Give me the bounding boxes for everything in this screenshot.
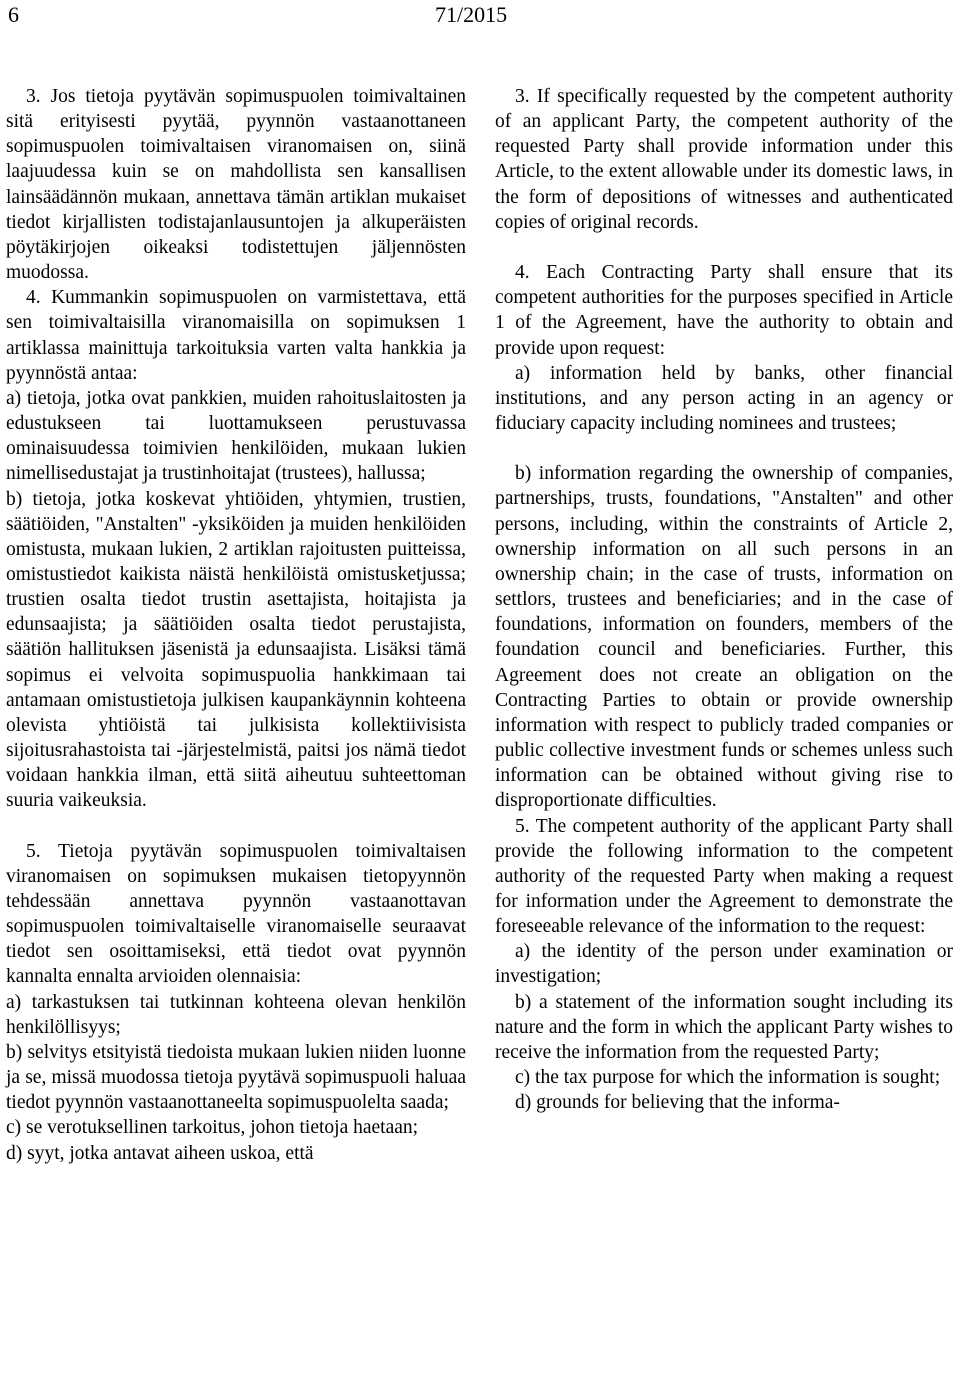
- en-item-4b: b) information regarding the ownership of companies, partnerships, trusts, foundations, "Anstalten" and other persons, including, within the constraints of Article 2, ownership information on all such persons in an ownership chain; in the case of trusts, information on settlors, trustees and beneficiaries; and in the case of foundations, information on founders, members of the foundation council and beneficiaries. Further, this Agreement does not create an obligation on the Contracting Parties to obtain or provide ownership information with respect to publicly traded companies or public collective investment funds or schemes unless such information can be obtained without giving rise to disproportionate difficulties.: [495, 463, 953, 812]
- en-item-5a: a) the identity of the person under examination or investigation;: [495, 941, 953, 988]
- fi-item-5c: c) se verotuksellinen tarkoitus, johon tietoja haetaan;: [6, 1117, 419, 1139]
- fi-item-4b: b) tietoja, jotka koskevat yhtiöiden, yhtymien, trustien, säätiöiden, "Anstalten" -yksiköiden ja muiden henkilöiden omistusta, mukaan lukien, 2 artiklan rajoitusten puitteissa, omistustiedot kaikista näistä henkilöistä omistusketjussa; trustien osalta tiedot trustin asettajista, hoitajista ja edunsaajista; ja säätiöiden osalta tiedot perustajista, säätiön hallituksen jäsenistä ja edunsaajista. Lisäksi tämä sopimus ei velvoita sopimuspuolia hankkimaan tai antamaan omistustietoja julkisen kaupankäynnin kohteena olevista yhtiöistä tai julkisista kollektiivisista sijoitusrahastoista tai -järjestelmistä, paitsi jos nämä tiedot voidaan hankkia ilman, että siitä aiheutuu suhteettoman suuria vaikeuksia.: [6, 488, 466, 812]
- issue-number: 71/2015: [435, 2, 508, 27]
- en-paragraph-3: 3. If specifically requested by the competent authority of an applicant Party, the competent authority of the requested Party shall provide information under this Article, to the extent allowable under its domestic laws, in the form of depositions of witnesses and authenticated copies of original records.: [495, 86, 953, 233]
- en-item-5d: d) grounds for believing that the informa-: [515, 1092, 840, 1114]
- en-item-5b: b) a statement of the information sought including its nature and the form in which the applicant Party wishes to receive the information from the requested Party;: [495, 991, 953, 1063]
- fi-paragraph-3: 3. Jos tietoja pyytävän sopimuspuolen toimivaltainen sitä erityisesti pyytää, pyynnön vastaanottaneen sopimuspuolen toimivaltaisen viranomaisen on, siinä laajuudessa kuin se on mahdollista sen kansallisen lainsäädännön mukaan, annettava tämän artiklan mukaiset tiedot kirjallisten todistajanlausuntojen ja alkuperäisten pöytäkirjojen oikeaksi todistettujen jäljennösten muodossa.: [6, 86, 466, 284]
- en-paragraph-4: 4. Each Contracting Party shall ensure that its competent authorities for the purposes specified in Article 1 of the Agreement, have the authority to obtain and provide upon request:: [495, 262, 953, 359]
- en-item-4a: a) information held by banks, other financial institutions, and any person acting in an agency or fiduciary capacity including nominees and trustees;: [495, 362, 953, 435]
- fi-item-4a: a) tietoja, jotka ovat pankkien, muiden rahoituslaitosten ja edustukseen tai luottamukseen perustuvassa ominaisuudessa toimivien henkilöiden, mukaan lukien nimellisedustajat ja trustinhoitajat (trustees), hallussa;: [6, 387, 466, 485]
- english-column: [495, 84, 953, 1115]
- fi-paragraph-5: 5. Tietoja pyytävän sopimuspuolen toimivaltaisen viranomaisen on sopimuksen mukaisen tietopyynnön tehdessään annettava pyynnön vastaanottavan sopimuspuolen toimivaltaiselle viranomaiselle seuraavat tiedot sen osoittamiseksi, että tiedot ovat pyynnön kannalta ennalta arvioiden olennaisia:: [6, 840, 466, 988]
- en-paragraph-5: 5. The competent authority of the applicant Party shall provide the following information to the competent authority of the requested Party when making a request for information under the Agreement to demonstrate the foreseeable relevance of the information to the request:: [495, 815, 953, 938]
- finnish-column: [6, 84, 466, 1166]
- fi-item-5d: d) syyt, jotka antavat aiheen uskoa, että: [6, 1142, 314, 1164]
- fi-item-5b: b) selvitys etsityistä tiedoista mukaan lukien niiden luonne ja se, missä muodossa tietoja pyytävä sopimuspuoli haluaa tiedot pyynnön vastaanottaneelta sopimuspuolelta saada;: [6, 1041, 466, 1114]
- fi-paragraph-4: 4. Kummankin sopimuspuolen on varmistettava, että sen toimivaltaisilla viranomaisilla on sopimuksen 1 artiklassa mainittuja tarkoituksia varten valta hankkia ja pyynnöstä antaa:: [6, 287, 466, 384]
- en-item-5c: c) the tax purpose for which the information is sought;: [515, 1067, 941, 1089]
- page-header: [0, 2, 960, 32]
- page-number: 6: [8, 2, 19, 27]
- fi-item-5a: a) tarkastuksen tai tutkinnan kohteena olevan henkilön henkilöllisyys;: [6, 991, 466, 1038]
